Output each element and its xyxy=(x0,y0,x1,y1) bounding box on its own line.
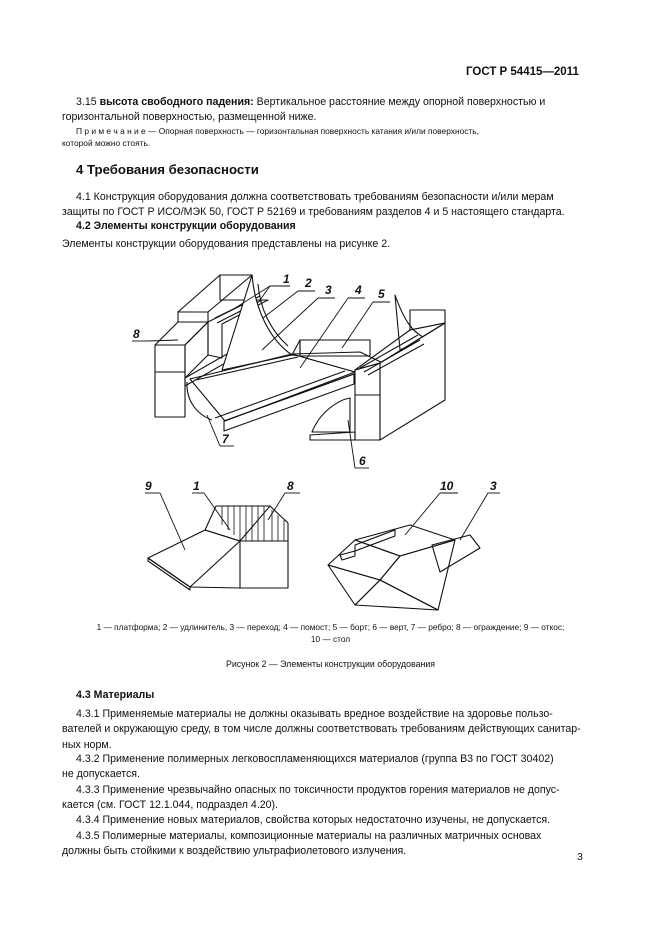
paragraph-line: должны быть стойкими к воздействию ультрафиолетового излучения. xyxy=(62,845,407,858)
definition-text: Вертикальное расстояние между опорной поверхностью и xyxy=(253,96,546,108)
paragraph-line: кается (см. ГОСТ 12.1.044, подраздел 4.20). xyxy=(62,799,279,812)
paragraph-4-3-1 xyxy=(62,707,584,753)
label-6: 6 xyxy=(359,454,366,468)
paragraph-line: 4.3.3 Применение чрезвычайно опасных по токсичности продуктов горения материалов не допус- xyxy=(76,784,560,796)
paragraph-line: ных норм. xyxy=(62,738,112,751)
ramp-strips xyxy=(190,354,355,431)
paragraph-line: 4.3.2 Применение полимерных легковоспламеняющихся материалов (группа В3 по ГОСТ 30402) xyxy=(76,753,554,765)
document-number: ГОСТ Р 54415—2011 xyxy=(466,66,579,78)
paragraph-line: вателей и окружающую среду, в том числе должны соответствовать требованиям действующих санитар- xyxy=(62,723,581,736)
legend-line: 10 — стол xyxy=(310,634,351,644)
paragraph-line: Элементы конструкции оборудования представлены на рисунке 2. xyxy=(62,238,391,250)
right-wall-structure xyxy=(310,295,445,440)
label-1: 1 xyxy=(283,272,290,286)
label-1-lower: 1 xyxy=(193,479,200,493)
label-2: 2 xyxy=(305,276,312,290)
ramp-with-fence-figure xyxy=(148,506,288,590)
page-number: 3 xyxy=(577,851,583,863)
note-line: П р и м е ч а н и е — Опорная поверхность — горизонтальная поверхность катания и/или поверхность, xyxy=(76,126,479,136)
paragraph-line: 4.3.4 Применение новых материалов, свойства которых недостаточно изучены, не допускается. xyxy=(76,814,551,826)
paragraph-line: 4.3.5 Полимерные материалы, композиционные материалы на различных матричных основах xyxy=(76,830,542,842)
subsection-heading-4-2: 4.2 Элементы конструкции оборудования xyxy=(76,220,296,232)
paragraph-4-3-5 xyxy=(62,829,584,860)
label-3-lower: 3 xyxy=(490,479,497,493)
paragraph-line: защиты по ГОСТ Р ИСО/МЭК 50, ГОСТ Р 52169 и требованиям разделов 4 и 5 настоящего стандарта. xyxy=(62,206,565,219)
label-7: 7 xyxy=(222,432,229,446)
label-3: 3 xyxy=(325,283,332,297)
note-line: которой можно стоять. xyxy=(62,138,151,149)
paragraph-4-3-4 xyxy=(76,813,584,828)
subsection-heading-4-3: 4.3 Материалы xyxy=(76,689,155,701)
paragraph-line: 4.3.1 Применяемые материалы не должны оказывать вредное воздействие на здоровье пользо- xyxy=(76,708,553,720)
definition-text-line2: горизонтальной поверхностью, размещенной ниже. xyxy=(62,111,317,124)
paragraph-4-3-3 xyxy=(62,783,584,814)
figure-legend xyxy=(40,621,621,645)
label-9: 9 xyxy=(145,479,152,493)
paragraph-line: 4.1 Конструкция оборудования должна соответствовать требованиям безопасности и/или мерам xyxy=(76,191,554,203)
legend-line: 1 — платформа; 2 — удлинитель, 3 — переход; 4 — помост; 5 — борт; 6 — верт, 7 — ребро; 8 — ограждение; 9 — откос; xyxy=(96,622,565,632)
paragraph-line: не допускается. xyxy=(62,768,140,781)
clause-number: 3.15 xyxy=(76,96,97,108)
figure-caption: Рисунок 2 — Элементы конструкции оборудования xyxy=(225,659,436,669)
label-4: 4 xyxy=(355,283,362,297)
label-10: 10 xyxy=(440,479,454,493)
label-8-lower: 8 xyxy=(287,479,294,493)
paragraph-4-3-2 xyxy=(62,752,584,783)
section-heading-4: 4 Требования безопасности xyxy=(76,162,259,177)
table-figure xyxy=(328,525,480,610)
term: высота свободного падения: xyxy=(99,96,254,108)
label-8: 8 xyxy=(133,327,140,341)
label-5: 5 xyxy=(378,287,385,301)
